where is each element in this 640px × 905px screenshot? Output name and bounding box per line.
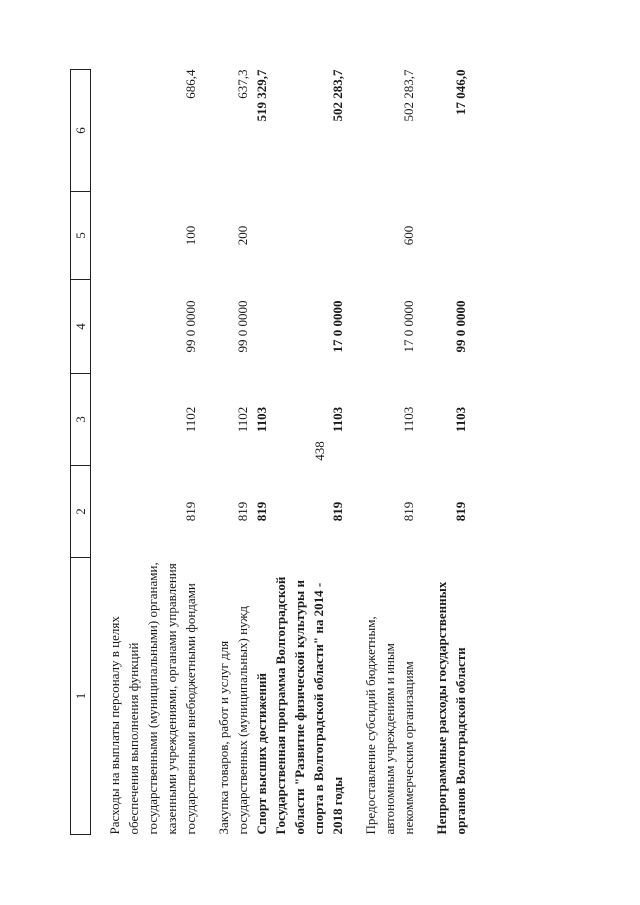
header-col-2: 2 (71, 466, 91, 558)
row-csr: 99 0 0000 (183, 300, 198, 353)
row-vr: 200 (235, 225, 250, 246)
row-rzpr: 1102 (235, 406, 250, 433)
table-row (432, 70, 470, 835)
row-rzpr: 1103 (453, 406, 468, 433)
row-sum: 637,3 (235, 69, 250, 99)
row-grbs: 819 (401, 501, 416, 522)
row-name: Спорт высших достижений (254, 673, 269, 835)
table-row (361, 70, 418, 835)
table-row (105, 70, 200, 835)
row-vr (432, 192, 470, 280)
row-csr (252, 280, 271, 374)
row-rzpr: 1103 (254, 406, 269, 433)
row-vr: 600 (401, 225, 416, 246)
table-row (252, 70, 271, 835)
row-vr: 100 (183, 225, 198, 246)
table-row (214, 70, 252, 835)
row-sum: 502 283,7 (330, 69, 345, 122)
row-name: Расходы на выплаты персоналу в целях обеспечения выполнения функций государственными (муниципальными) органами, казенными учреждениями, органами управления государственными внебюджетными фондами (107, 562, 198, 835)
header-col-1: 1 (71, 558, 91, 835)
row-grbs: 819 (254, 501, 269, 522)
row-vr (252, 192, 271, 280)
row-grbs: 819 (330, 501, 345, 522)
row-name: Государственная программа Волгоградской области "Развитие физической культуры и спорта в Волгоградской области" на 2014 - 2018 годы (273, 576, 345, 835)
row-grbs: 819 (235, 501, 250, 522)
header-col-4: 4 (71, 280, 91, 374)
header-col-6: 6 (71, 70, 91, 192)
header-row (71, 70, 91, 835)
page-number: 438 (312, 441, 327, 461)
row-csr: 17 0 0000 (330, 300, 345, 353)
table-row (271, 70, 347, 835)
row-sum: 17 046,0 (453, 69, 468, 115)
row-name: Предоставление субсидий бюджетным, автономным учреждениям и иным некоммерческим организациям (363, 616, 416, 835)
row-sum: 502 283,7 (401, 69, 416, 122)
header-col-5: 5 (71, 192, 91, 280)
row-rzpr: 1103 (330, 406, 345, 433)
row-grbs: 819 (183, 501, 198, 522)
row-vr (271, 192, 347, 280)
rotated-page (70, 70, 560, 835)
row-rzpr: 1102 (183, 406, 198, 433)
row-csr: 99 0 0000 (235, 300, 250, 353)
row-name: Закупка товаров, работ и услуг для государственных (муниципальных) нужд (216, 606, 250, 835)
row-sum: 519 329,7 (254, 69, 269, 122)
row-name: Непрограммные расходы государственных органов Волгоградской области (434, 581, 468, 835)
budget-table (70, 69, 470, 835)
row-sum: 686,4 (183, 69, 198, 99)
row-csr: 99 0 0000 (453, 300, 468, 353)
row-grbs: 819 (453, 501, 468, 522)
row-rzpr: 1103 (401, 406, 416, 433)
row-csr: 17 0 0000 (401, 300, 416, 353)
header-col-3: 3 (71, 374, 91, 466)
